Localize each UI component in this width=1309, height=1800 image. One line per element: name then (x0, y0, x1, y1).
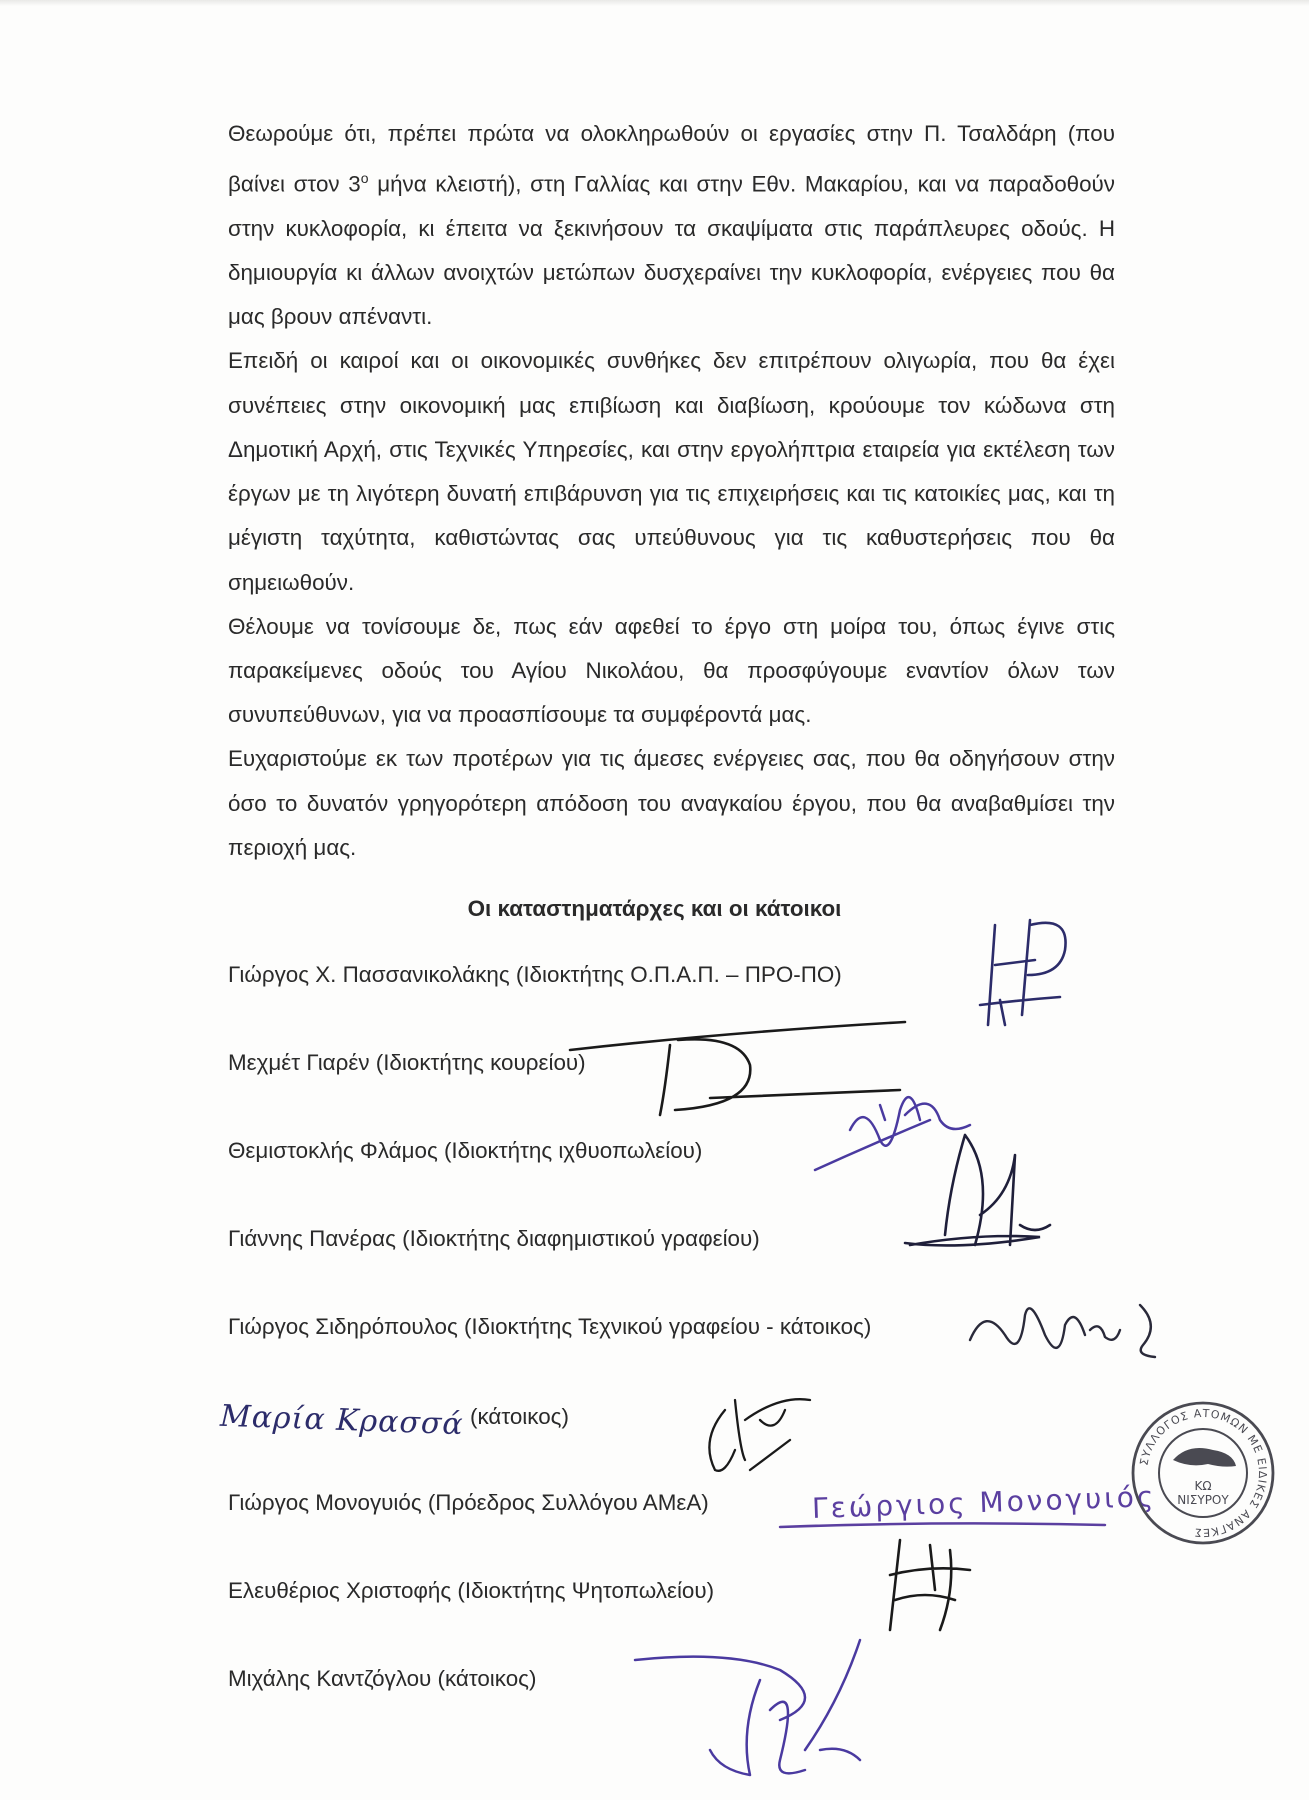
signatory-8: Ελευθέριος Χριστοφής (Ιδιοκτήτης Ψητοπωλείου) (228, 1578, 715, 1603)
ordinal-superscript: ο (360, 170, 369, 187)
stamp-center-top: ΚΩ (1194, 1479, 1212, 1493)
paragraph-1: Θεωρούμε ότι, πρέπει πρώτα να ολοκληρωθούν οι εργασίες στην Π. Τσαλδάρη (που βαίνει στον $3^o$ μήνα κλειστή), στη Γαλλίας και στην Εθν. Μακαρίου, και να παραδοθούν στην κυκλοφορία, κι έπειτα να ξεκινήσουν τα σκαψίματα στις παράπλευρες οδούς. Η δημιουργία κι άλλων ανοιχτών μετώπων δυσχεραίνει την κυκλοφορία, ενέργειες που θα μας βρουν απέναντι. (228, 121, 1116, 330)
letter-body (228, 112, 1115, 870)
signatory-3: Θεμιστοκλής Φλάμος (Ιδιοκτήτης ιχθυοπωλείου) (228, 1138, 703, 1163)
signatory-6: (κάτοικος) (470, 1404, 569, 1429)
signatory-5: Γιώργος Σιδηρόπουλος (Ιδιοκτήτης Τεχνικού γραφείου - κάτοικος) (228, 1314, 872, 1339)
stamp-center-bottom: ΝΙΣΥΡΟΥ (1177, 1493, 1229, 1507)
signatory-9: Μιχάλης Καντζόγλου (κάτοικος) (228, 1666, 537, 1691)
signatory-2: Μεχμέτ Γιαρέν (Ιδιοκτήτης κουρείου) (228, 1050, 586, 1075)
signatory-7: Γιώργος Μονογυιός (Πρόεδρος Συλλόγου ΑΜεΑ) (228, 1490, 709, 1515)
signature-5 (965, 1285, 1165, 1375)
signature-1 (960, 905, 1100, 1035)
signature-6 (690, 1380, 830, 1480)
paragraph-2: Επειδή οι καιροί και οι οικονομικές συνθήκες δεν επιτρέπουν ολιγωρία, που θα έχει συνέπειες στην οικονομική μας επιβίωση και διαβίωση, κρούουμε τον κώδωνα στη Δημοτική Αρχή, στις Τεχνικές Υπηρεσίες, και στην εργολήπτρια εταιρεία για εκτέλεση των έργων με τη λιγότερη δυνατή επιβάρυνση για τις επιχειρήσεις και τις κατοικίες μας, και τη μέγιστη ταχύτητα, καθιστώντας σας υπεύθυνους για τις καθυστερήσεις που θα σημειωθούν. (228, 348, 1115, 595)
paragraph-4: Ευχαριστούμε εκ των προτέρων για τις άμεσες ενέργειες σας, που θα οδηγήσουν στην όσο το δυνατόν γρηγορότερη απόδοση του αναγκαίου έργου, που θα αναβαθμίσει την περιοχή μας. (228, 746, 1115, 860)
closing-title: Οι καταστηματάρχες και οι κάτοικοι (467, 896, 842, 921)
paragraph-3: Θέλουμε να τονίσουμε δε, πως εάν αφεθεί το έργο στη μοίρα του, όπως έγινε στις παρακείμενες οδούς του Αγίου Νικολάου, θα προσφύγουμε εναντίον όλων των συνυπεύθυνων, για να προασπίσουμε τα συμφέροντά μας. (228, 613, 1115, 728)
signatory-4: Γιάννης Πανέρας (Ιδιοκτήτης διαφημιστικού γραφείου) (228, 1226, 760, 1251)
handwritten-president-name: Γεώργιος Μονογυιός (811, 1480, 1157, 1525)
signature-4 (900, 1115, 1080, 1265)
signature-9 (630, 1600, 910, 1800)
handwritten-resident-name: Μαρία Κρασσά (219, 1398, 465, 1443)
association-stamp (1128, 1398, 1278, 1548)
svg-text:ΣΥΛΛΟΓΟΣ ΑΤΟΜΩΝ ΜΕ ΕΙΔΙΚΕΣ ΑΝΑ (1137, 1407, 1269, 1539)
signatory-1: Γιώργος Χ. Πασσανικολάκης (Ιδιοκτήτης Ο.Π.Α.Π. – ΠΡΟ-ΠΟ) (228, 962, 842, 987)
scan-edge (0, 0, 1309, 6)
stamp-ring-text: ΣΥΛΛΟΓΟΣ ΑΤΟΜΩΝ ΜΕ ΕΙΔΙΚΕΣ ΑΝΑΓΚΕΣ (1137, 1406, 1270, 1540)
